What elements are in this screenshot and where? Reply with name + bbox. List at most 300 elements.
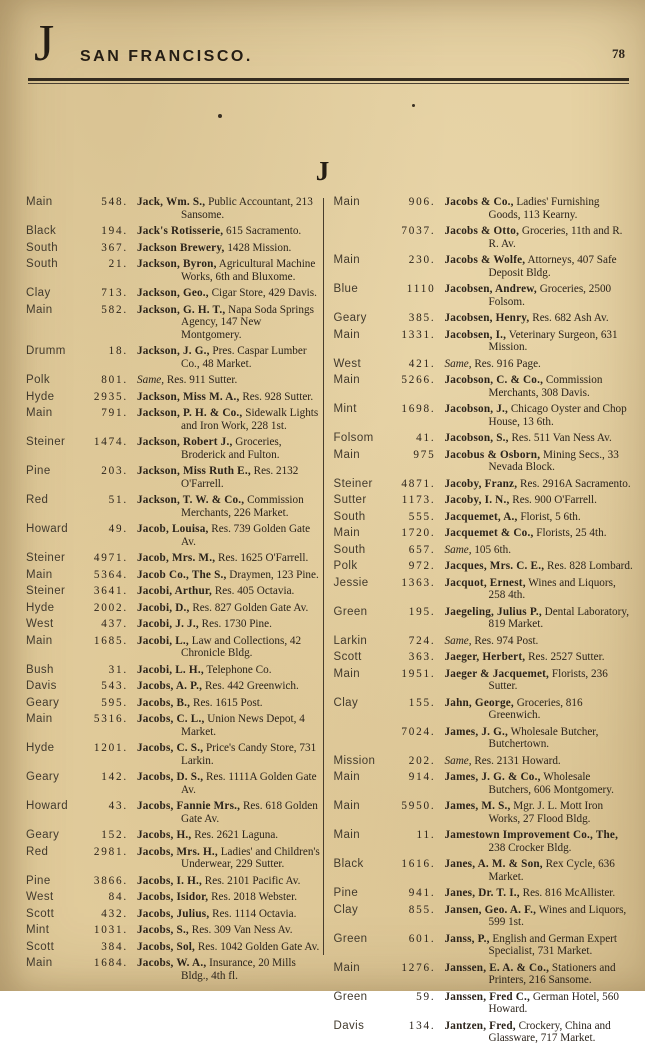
phone-number: 51.	[108, 494, 128, 506]
phone-number: 1951.	[401, 667, 436, 680]
listing-text	[445, 858, 634, 883]
listing-name: Janssen, Fred C.,	[444, 990, 531, 1003]
listing-detail: Res. 816 McAllister.	[519, 887, 616, 899]
listing-detail: 615 Sacramento.	[223, 225, 302, 237]
listing-text	[137, 436, 323, 461]
phone-number: 194.	[101, 225, 128, 237]
directory-entry	[334, 329, 634, 354]
listing-text	[137, 569, 323, 582]
listing-text	[137, 635, 323, 660]
phone-number: 3866.	[93, 874, 128, 887]
listing-detail: Res. 442 Greenwich.	[202, 680, 299, 692]
listing-text	[445, 771, 634, 796]
listing-name: Jackson, Byron,	[137, 258, 217, 270]
phone-number: 1720.	[401, 527, 436, 539]
listing-name: Jacobs, W. A.,	[137, 957, 207, 969]
directory-entry	[26, 436, 323, 461]
directory-entry	[26, 664, 323, 677]
exchange-name: Geary	[26, 829, 60, 841]
listing-text	[137, 258, 323, 283]
listing-detail: Res. 682 Ash Av.	[529, 312, 609, 324]
listing-text	[137, 345, 323, 370]
phone-number: 18.	[108, 345, 128, 357]
listing-detail: Rex Cycle, 636 Market.	[488, 858, 615, 883]
listing-detail: Chicago Oyster and Chop House, 13 6th.	[488, 403, 627, 428]
listing-text	[137, 908, 323, 921]
listing-name: Jacobson, S.,	[444, 432, 509, 444]
exchange-name: Bush	[26, 663, 54, 676]
left-column	[26, 196, 323, 983]
phone-number: 914.	[408, 771, 436, 783]
listing-detail: Law and Collections, 42 Chronicle Bldg.	[181, 634, 302, 659]
listing-name: Jacobs, H.,	[137, 829, 192, 841]
phone-number: 1173.	[401, 494, 436, 506]
exchange-name: Mission	[333, 754, 376, 767]
phone-number: 1474.	[93, 436, 128, 448]
listing-detail: Res. 974 Post.	[471, 634, 539, 647]
directory-entry	[26, 465, 323, 490]
directory-entry	[334, 771, 634, 796]
listing-text	[137, 800, 323, 825]
directory-entry	[334, 374, 634, 399]
phone-number: 421.	[408, 357, 436, 370]
listing-text	[445, 962, 634, 987]
listing-name: Jacobsen, I.,	[444, 328, 507, 341]
listing-text	[137, 465, 323, 490]
listing-name: Jacques, Mrs. C. E.,	[444, 560, 545, 572]
listing-detail: Wholesale Butcher, Butchertown.	[488, 725, 599, 750]
directory-entry	[334, 544, 634, 557]
listing-text	[137, 602, 323, 615]
phone-number: 5316.	[93, 713, 128, 725]
exchange-name: Polk	[26, 374, 50, 386]
phone-number: 1698.	[401, 403, 436, 415]
directory-entry	[334, 312, 634, 325]
listing-name: Janss, P.,	[444, 932, 490, 945]
listing-detail: Mgr. J. L. Mott Iron Works, 27 Flood Bldg.	[488, 800, 604, 825]
listing-text	[137, 374, 323, 387]
listing-detail: Res. 405 Octavia.	[212, 585, 295, 597]
listing-detail: Res. 828 Lombard.	[544, 560, 633, 572]
listing-detail: Veterinary Surgeon, 631 Mission.	[488, 328, 618, 353]
phone-number: 1031.	[93, 924, 128, 936]
exchange-name: South	[26, 258, 59, 270]
exchange-name: West	[26, 891, 54, 903]
listing-detail: Res. 1114 Octavia.	[209, 907, 297, 920]
phone-number: 385.	[408, 312, 436, 324]
listing-detail: Commission Merchants, 226 Market.	[181, 494, 304, 519]
listing-text	[137, 664, 323, 677]
listing-detail: Commission Merchants, 308 Davis.	[488, 374, 603, 399]
listing-detail: Res. 928 Sutter.	[239, 390, 314, 403]
directory-entry	[334, 358, 634, 371]
exchange-name: Davis	[26, 680, 57, 692]
listing-detail: Price's Candy Store, 731 Larkin.	[181, 742, 317, 767]
exchange-name: Green	[333, 605, 368, 618]
phone-number: 601.	[408, 932, 436, 945]
listing-name: Jacobs, A. P.,	[137, 680, 203, 692]
directory-entry	[26, 941, 323, 954]
phone-number: 595.	[101, 696, 128, 709]
directory-columns	[26, 196, 633, 1044]
listing-detail: Sidewalk Lights and Iron Work, 228 1st.	[181, 407, 319, 432]
listing-detail: Res. 2621 Laguna.	[191, 829, 279, 841]
directory-entry	[334, 726, 634, 751]
phone-number: 1331.	[401, 328, 436, 341]
listing-text	[445, 635, 634, 648]
listing-name: Jacobs, B.,	[137, 696, 191, 709]
listing-detail: Wines and Liquors, 258 4th.	[488, 576, 616, 601]
directory-entry	[334, 196, 634, 221]
phone-number: 548.	[101, 196, 128, 208]
listing-text	[137, 494, 323, 519]
exchange-name: Howard	[26, 523, 69, 535]
phone-number: 1363.	[401, 576, 436, 589]
listing-name: Jacob, Louisa,	[137, 523, 209, 535]
exchange-name: Sutter	[333, 494, 367, 506]
listing-text	[445, 668, 634, 693]
exchange-name: Main	[26, 303, 53, 316]
listing-text	[137, 875, 323, 888]
listing-name: Jacoby, Franz,	[444, 477, 518, 490]
directory-entry	[334, 527, 634, 540]
same-reference: Same,	[137, 374, 165, 386]
listing-detail: Res. 511 Van Ness Av.	[508, 432, 612, 444]
listing-text	[445, 697, 634, 722]
listing-text	[137, 846, 323, 871]
listing-name: Jacoby, I. N.,	[444, 494, 510, 506]
listing-name: Jacobs & Wolfe,	[444, 254, 526, 266]
listing-text	[137, 523, 323, 548]
paper-speck	[412, 104, 415, 107]
directory-entry	[334, 858, 634, 883]
phone-number: 543.	[101, 680, 128, 692]
listing-name: Jacob, Mrs. M.,	[137, 552, 216, 564]
phone-number: 1110	[406, 283, 436, 295]
exchange-name: Main	[26, 568, 53, 581]
listing-name: James, J. G. & Co.,	[444, 771, 541, 783]
exchange-name: Steiner	[333, 477, 373, 490]
listing-text	[445, 329, 634, 354]
exchange-name: Clay	[333, 903, 359, 916]
phone-number: 1684.	[93, 957, 128, 969]
same-reference: Same,	[444, 754, 472, 767]
listing-text	[445, 283, 634, 308]
directory-entry	[334, 962, 634, 987]
phone-number: 84.	[108, 891, 128, 903]
phone-number: 21.	[108, 258, 128, 270]
directory-entry	[334, 560, 634, 573]
listing-detail: Res. 1615 Post.	[190, 696, 263, 709]
phone-number: 2935.	[93, 390, 128, 403]
listing-name: Jacobs, D. S.,	[137, 771, 204, 783]
listing-name: Jackson, Geo.,	[137, 287, 209, 299]
listing-detail: Napa Soda Springs Agency, 147 New Montgomery.	[181, 303, 314, 341]
listing-detail: Res. 618 Golden Gate Av.	[181, 800, 318, 825]
exchange-name: Jessie	[333, 576, 369, 589]
directory-entry	[334, 904, 634, 929]
listing-detail: Dental Laboratory, 819 Market.	[488, 605, 630, 630]
exchange-name: Hyde	[26, 601, 55, 614]
listing-detail: Ladies' and Children's Underwear, 229 Sutter.	[181, 845, 320, 870]
listing-name: Jacobs, C. L.,	[137, 713, 205, 725]
directory-entry	[334, 635, 634, 648]
directory-entry	[334, 511, 634, 524]
same-reference: Same,	[444, 357, 472, 370]
exchange-name: Pine	[333, 887, 359, 899]
exchange-name: South	[333, 510, 366, 523]
listing-name: Jacobs, S.,	[137, 924, 189, 936]
listing-text	[445, 544, 634, 557]
listing-detail: Res. 2132 O'Farrell.	[181, 465, 299, 490]
exchange-name: West	[333, 357, 362, 370]
index-letter: J	[34, 15, 55, 72]
exchange-name: Clay	[26, 287, 51, 299]
directory-entry	[26, 345, 323, 370]
listing-text	[445, 358, 634, 371]
listing-name: Jacobi, Arthur,	[137, 585, 213, 597]
directory-entry	[334, 403, 634, 428]
listing-detail: Florist, 5 6th.	[517, 510, 581, 523]
exchange-name: Main	[333, 771, 361, 783]
directory-entry	[26, 407, 323, 432]
directory-entry	[26, 635, 323, 660]
exchange-name: South	[26, 241, 59, 254]
listing-name: Jacobson, C. & Co.,	[444, 374, 544, 386]
listing-text	[445, 196, 634, 221]
listing-detail: Groceries, 11th and R. R. Av.	[488, 225, 623, 250]
listing-name: Jacobi, D.,	[137, 601, 190, 614]
directory-entry	[26, 287, 323, 300]
exchange-name: Main	[26, 713, 53, 725]
directory-entry	[334, 432, 634, 445]
directory-entry	[334, 697, 634, 722]
listing-text	[137, 713, 323, 738]
phone-number: 906.	[408, 196, 436, 208]
right-column	[324, 196, 634, 1044]
phone-number: 1616.	[401, 858, 436, 870]
listing-detail: Res. 1625 O'Farrell.	[215, 552, 309, 564]
phone-number: 202.	[408, 754, 436, 767]
exchange-name: Larkin	[333, 634, 368, 647]
listing-text	[445, 800, 634, 825]
exchange-name: Pine	[26, 465, 51, 477]
exchange-name: Polk	[333, 560, 358, 572]
listing-name: James, M. S.,	[444, 800, 511, 812]
phone-number: 3641.	[93, 585, 128, 597]
listing-name: Jacobson, J.,	[444, 403, 509, 415]
listing-name: Jacobs, Sol,	[137, 940, 196, 953]
listing-text	[137, 225, 323, 238]
listing-detail: Union News Depot, 4 Market.	[181, 713, 305, 738]
listing-name: Jacobs, I. H.,	[137, 874, 202, 887]
directory-entry	[26, 602, 323, 615]
phone-number: 432.	[101, 907, 128, 920]
directory-entry	[26, 258, 323, 283]
exchange-name: Scott	[26, 940, 55, 953]
listing-text	[137, 242, 323, 255]
directory-entry	[26, 374, 323, 387]
listing-detail: Res. 2131 Howard.	[471, 754, 561, 767]
directory-entry	[26, 957, 323, 982]
exchange-name: Main	[26, 634, 53, 647]
phone-number: 363.	[408, 651, 436, 663]
listing-text	[445, 651, 634, 664]
listing-name: Jaegeling, Julius P.,	[444, 605, 542, 618]
listing-name: Jacobs & Co.,	[444, 196, 514, 208]
listing-name: Jacobi, L. H.,	[137, 663, 204, 676]
listing-detail: Florists, 236 Sutter.	[488, 667, 608, 692]
phone-number: 724.	[408, 634, 436, 647]
listing-detail: Res. 1730 Pine.	[198, 618, 272, 630]
directory-entry	[334, 991, 634, 1016]
listing-detail: 1428 Mission.	[224, 241, 292, 254]
exchange-name: Green	[333, 932, 368, 945]
listing-text	[445, 374, 634, 399]
listing-detail: German Hotel, 560 Howard.	[488, 990, 619, 1015]
listing-name: Jaeger & Jacquemet,	[444, 667, 550, 680]
listing-name: Jacobs, Julius,	[137, 907, 210, 920]
directory-entry	[26, 829, 323, 842]
listing-detail: Res. 911 Sutter.	[164, 374, 238, 386]
header-rule	[28, 78, 629, 84]
exchange-name: Main	[333, 254, 361, 266]
exchange-name: Red	[26, 494, 49, 506]
phone-number: 1276.	[401, 961, 436, 974]
exchange-name: Main	[333, 667, 361, 680]
phone-number: 2981.	[93, 845, 128, 858]
directory-entry	[26, 891, 323, 904]
listing-detail: Crockery, China and Glassware, 717 Market.	[488, 1019, 611, 1044]
phone-number: 7037.	[401, 225, 436, 237]
listing-text	[137, 891, 323, 904]
listing-detail: Draymen, 123 Pine.	[226, 568, 319, 581]
directory-entry	[334, 1020, 634, 1045]
listing-name: James, J. G.,	[444, 725, 509, 738]
directory-entry	[26, 196, 323, 221]
exchange-name: Black	[333, 858, 364, 870]
listing-text	[445, 432, 634, 445]
directory-entry	[334, 887, 634, 900]
listing-name: Janes, A. M. & Son,	[444, 858, 543, 870]
phone-number: 5266.	[401, 374, 436, 386]
directory-entry	[26, 713, 323, 738]
phone-number: 203.	[101, 465, 128, 477]
phone-number: 1201.	[93, 742, 128, 754]
listing-text	[137, 742, 323, 767]
exchange-name: Green	[333, 990, 368, 1003]
exchange-name: Main	[333, 374, 361, 386]
listing-name: Jackson, Miss M. A.,	[137, 390, 240, 403]
directory-entry	[26, 697, 323, 710]
listing-text	[137, 829, 323, 842]
directory-entry	[334, 829, 634, 854]
phone-number: 555.	[408, 510, 436, 523]
directory-entry	[26, 304, 323, 342]
directory-entry	[334, 254, 634, 279]
directory-entry	[26, 742, 323, 767]
phone-number: 11.	[416, 829, 436, 841]
listing-name: Jackson, T. W. & Co.,	[137, 494, 245, 506]
listing-text	[445, 991, 634, 1016]
directory-entry	[26, 391, 323, 404]
listing-text	[445, 904, 634, 929]
directory-entry	[26, 908, 323, 921]
listing-name: Jacobi, J. J.,	[137, 618, 199, 630]
directory-entry	[26, 875, 323, 888]
listing-detail: Groceries, 2500 Folsom.	[488, 283, 612, 308]
listing-name: Jacquemet, A.,	[444, 510, 518, 523]
listing-detail: Stationers and Printers, 216 Sansome.	[488, 961, 616, 986]
listing-detail: Agricultural Machine Works, 6th and Bluxome.	[181, 258, 316, 283]
directory-entry	[26, 618, 323, 631]
phone-number: 582.	[101, 303, 128, 316]
directory-entry	[26, 924, 323, 937]
phone-number: 5364.	[93, 568, 128, 581]
listing-name: Jacobsen, Andrew,	[444, 283, 537, 295]
listing-text	[137, 585, 323, 598]
listing-name: Jamestown Improvement Co., The,	[444, 829, 619, 841]
directory-entry	[334, 668, 634, 693]
exchange-name: Main	[333, 961, 361, 974]
listing-name: Jackson, G. H. T.,	[137, 303, 226, 316]
listing-detail: Insurance, 20 Mills Bldg., 4th fl.	[181, 957, 296, 982]
listing-detail: Wines and Liquors, 599 1st.	[488, 903, 627, 928]
listing-text	[445, 403, 634, 428]
phone-number: 791.	[101, 407, 128, 419]
directory-entry	[334, 225, 634, 250]
directory-entry	[26, 569, 323, 582]
listing-name: Jacquemet & Co.,	[444, 527, 534, 539]
phone-number: 155.	[408, 696, 436, 709]
listing-name: Jackson, P. H. & Co.,	[137, 407, 243, 419]
listing-detail: Telephone Co.	[203, 663, 272, 676]
exchange-name: Main	[333, 527, 361, 539]
exchange-name: Blue	[333, 283, 359, 295]
listing-name: Jackson, J. G.,	[137, 345, 210, 357]
directory-entry	[26, 242, 323, 255]
listing-text	[445, 494, 634, 507]
exchange-name: Steiner	[26, 552, 66, 564]
listing-name: Jackson Brewery,	[137, 241, 225, 254]
listing-text	[137, 304, 323, 342]
directory-entry	[334, 494, 634, 507]
listing-name: Jacobsen, Henry,	[444, 312, 530, 324]
listing-detail: Ladies' Furnishing Goods, 113 Kearny.	[488, 196, 600, 221]
directory-entry	[334, 606, 634, 631]
listing-name: Jacobs, Mrs. H.,	[137, 845, 218, 858]
listing-text	[137, 552, 323, 565]
listing-text	[137, 941, 323, 954]
exchange-name: Main	[333, 448, 361, 461]
listing-text	[445, 933, 634, 958]
exchange-name: Mint	[26, 924, 50, 936]
phone-number: 4971.	[93, 552, 128, 564]
listing-detail: Attorneys, 407 Safe Deposit Bldg.	[488, 254, 617, 279]
same-reference: Same,	[444, 634, 472, 647]
directory-entry	[334, 478, 634, 491]
directory-entry	[334, 577, 634, 602]
phone-number: 7024.	[401, 725, 436, 738]
listing-name: Jacobs & Otto,	[444, 225, 520, 237]
listing-text	[445, 511, 634, 524]
listing-name: Jackson, Robert J.,	[137, 436, 233, 448]
exchange-name: Scott	[333, 651, 362, 663]
phone-number: 941.	[408, 887, 436, 899]
exchange-name: Folsom	[333, 432, 374, 444]
listing-text	[137, 771, 323, 796]
exchange-name: Main	[333, 196, 361, 208]
